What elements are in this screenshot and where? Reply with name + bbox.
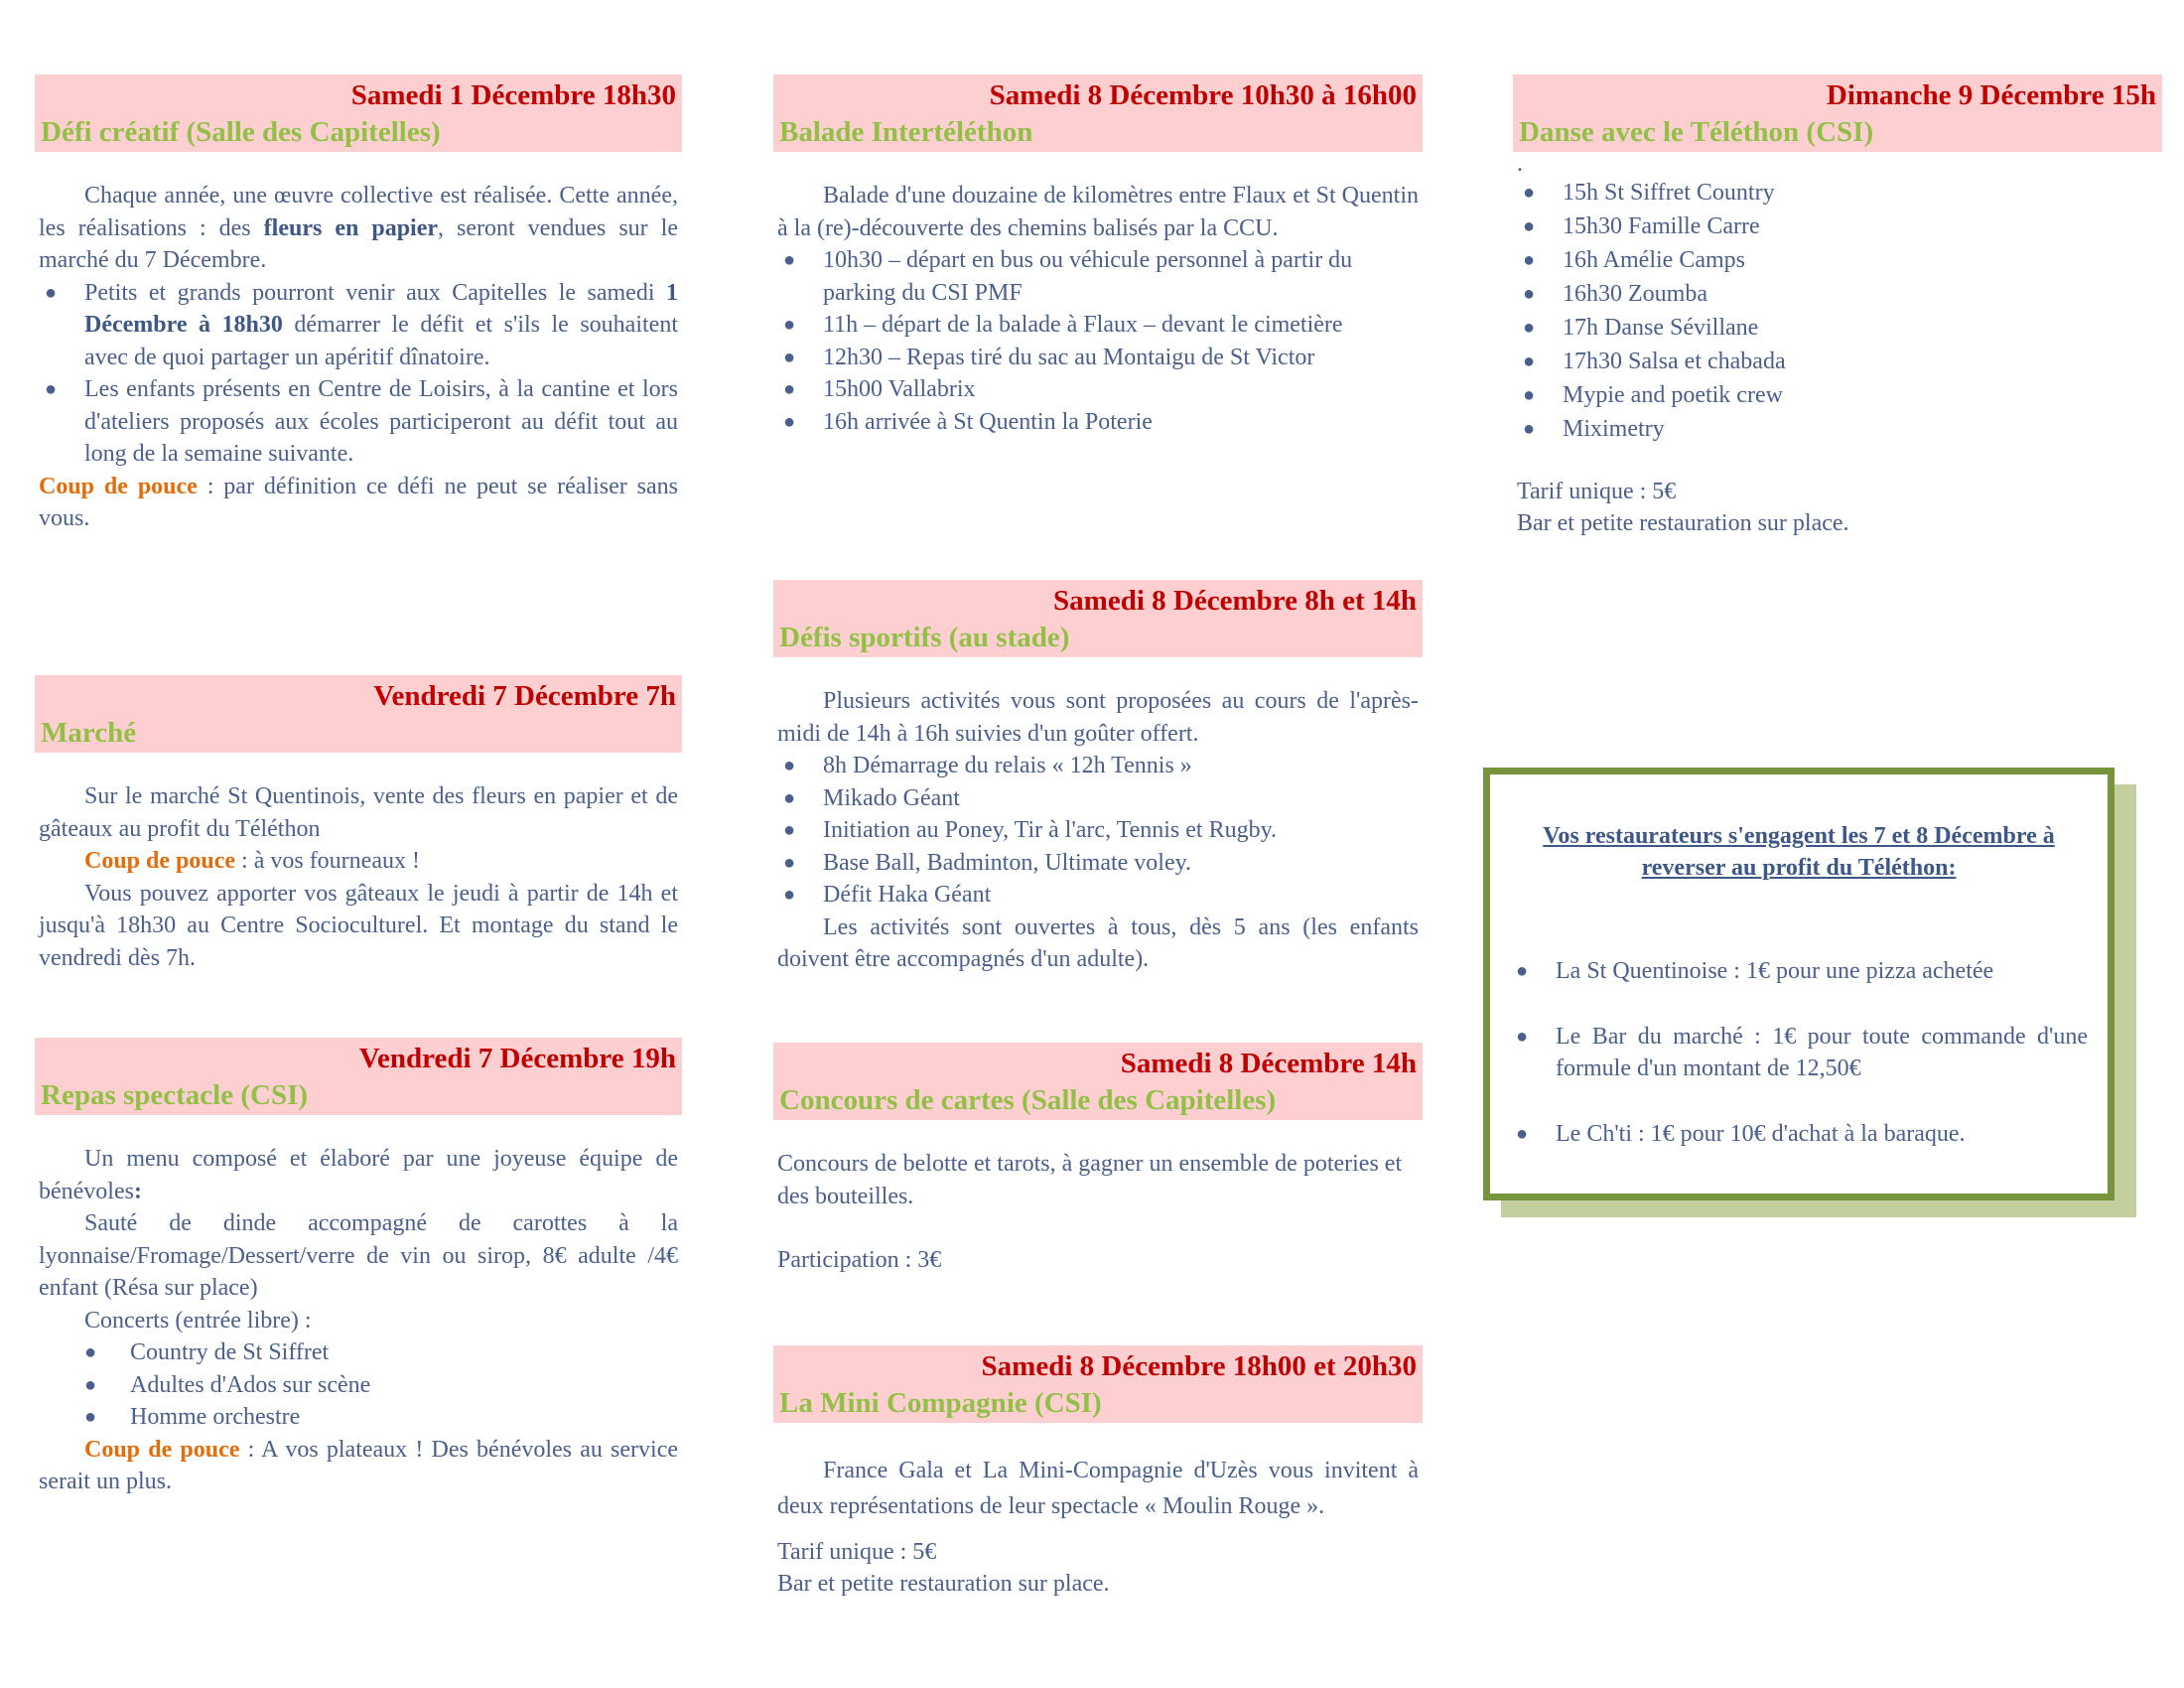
text: : A vos plateaux ! Des bénévoles au service serait un plus.	[39, 1436, 679, 1494]
event-marche	[35, 675, 682, 974]
bullet-icon: ●	[1523, 384, 1536, 406]
text: Petits et grands pourront venir aux Capitelles le samedi	[84, 279, 666, 306]
bullet-list	[777, 750, 1419, 912]
event-header	[1513, 74, 2162, 152]
text: Homme orchestre	[130, 1404, 301, 1430]
text: Country de St Siffret	[130, 1339, 330, 1365]
paragraph: Participation : 3€	[777, 1247, 942, 1273]
text: : à vos fourneaux !	[235, 848, 420, 874]
bullet-icon: ●	[1523, 249, 1536, 271]
paragraph: Tarif unique : 5€	[777, 1539, 937, 1565]
event-header	[773, 580, 1423, 657]
text: Mypie and poetik crew	[1563, 382, 1783, 408]
paragraph	[39, 471, 678, 535]
event-date: Dimanche 9 Décembre 15h	[1826, 79, 2156, 111]
text: 15h St Siffret Country	[1563, 180, 1775, 206]
spacer	[777, 1524, 1419, 1536]
text: Chaque année, une œuvre collective est réalisée. Cette année, les réalisations : des	[39, 183, 678, 241]
text: 15h00 Vallabrix	[823, 376, 976, 402]
event-header	[35, 675, 682, 753]
list-item	[39, 277, 678, 374]
text: 16h30 Zoumba	[1563, 281, 1707, 307]
list-item	[777, 847, 1419, 880]
event-defi-creatif	[35, 74, 682, 535]
event-header	[773, 1345, 1423, 1423]
bullet-icon: ●	[1523, 351, 1536, 372]
text: 17h Danse Sévillane	[1563, 315, 1759, 341]
event-body	[35, 180, 682, 535]
paragraph: Plusieurs activités vous sont proposées au cours de l'après-midi de 14h à 16h suivies d'un goûter offert.	[777, 688, 1419, 747]
coup-de-pouce-label: Coup de pouce	[84, 848, 236, 874]
bullet-icon: ●	[783, 346, 796, 368]
bullet-icon: ●	[1523, 215, 1536, 237]
event-body	[1513, 152, 2162, 539]
list-item	[1517, 311, 2158, 345]
spacer	[1517, 446, 2158, 476]
bullet-icon: ●	[783, 249, 796, 271]
list-item	[777, 244, 1419, 309]
event-date: Samedi 8 Décembre 14h	[1120, 1048, 1417, 1079]
text: : par définition ce défi ne peut se réaliser sans vous.	[39, 473, 678, 531]
paragraph: Sauté de dinde accompagné de carottes à la lyonnaise/Fromage/Dessert/verre de vin ou sirop, 8€ adulte /4€ enfant (Résa sur place)	[39, 1210, 678, 1301]
list-item	[1517, 277, 2158, 311]
text: Initiation au Poney, Tir à l'arc, Tennis et Rugby.	[823, 817, 1278, 843]
text: , seront vendues sur le marché du 7 Décembre.	[39, 214, 679, 273]
event-date: Samedi 8 Décembre 10h30 à 16h00	[989, 79, 1417, 111]
event-header	[773, 74, 1423, 152]
paragraph: Bar et petite restauration sur place.	[1517, 510, 1849, 536]
highlight-text: 1 Décembre à 18h30	[84, 279, 678, 338]
list-item	[39, 373, 678, 471]
text: 17h30 Salsa et chabada	[1563, 349, 1786, 374]
paragraph: France Gala et La Mini-Compagnie d'Uzès vous invitent à deux représentations de leur spectacle « Moulin Rouge ».	[777, 1458, 1419, 1519]
event-body	[35, 1143, 682, 1498]
bullet-icon: ●	[1516, 1025, 1529, 1048]
text: Mikado Géant	[823, 784, 960, 811]
bullet-icon: ●	[45, 378, 58, 400]
list-item	[777, 750, 1419, 782]
bullet-icon: ●	[783, 851, 796, 874]
bullet-icon: ●	[1516, 1122, 1529, 1145]
paragraph	[39, 180, 678, 277]
bullet-icon: ●	[1523, 418, 1536, 440]
event-header	[35, 1038, 682, 1115]
list-item	[777, 406, 1419, 439]
text: 12h30 – Repas tiré du sac au Montaigu de St Victor	[823, 344, 1315, 370]
event-header	[35, 74, 682, 152]
event-title: La Mini Compagnie (CSI)	[779, 1387, 1102, 1419]
text: 15h30 Famille Carre	[1563, 213, 1760, 239]
paragraph	[39, 1434, 678, 1498]
text: La St Quentinoise : 1€ pour une pizza achetée	[1556, 958, 1994, 984]
text: 16h arrivée à St Quentin la Poterie	[823, 408, 1153, 435]
text: Base Ball, Badminton, Ultimate voley.	[823, 849, 1192, 876]
text: Adultes d'Ados sur scène	[130, 1371, 371, 1398]
paragraph: Concours de belotte et tarots, à gagner un ensemble de poteries et des bouteilles.	[777, 1151, 1403, 1209]
event-title: Concours de cartes (Salle des Capitelles)	[779, 1084, 1277, 1116]
list-item	[777, 879, 1419, 912]
event-defis-sportifs	[773, 580, 1423, 976]
event-concours-cartes	[773, 1043, 1423, 1277]
list-item	[1517, 345, 2158, 378]
paragraph: Les activités sont ouvertes à tous, dès 5 ans (les enfants doivent être accompagnés d'un adulte).	[777, 914, 1419, 972]
event-mini-compagnie	[773, 1345, 1423, 1600]
event-title: Défis sportifs (au stade)	[779, 622, 1070, 653]
list-item	[39, 1369, 678, 1402]
event-title: Danse avec le Téléthon (CSI)	[1519, 116, 1874, 148]
list-item	[1510, 955, 2088, 988]
event-title: Marché	[41, 717, 137, 749]
event-date: Samedi 8 Décembre 18h00 et 20h30	[981, 1350, 1417, 1382]
bullet-icon: ●	[783, 786, 796, 809]
event-title: Défi créatif (Salle des Capitelles)	[41, 116, 441, 148]
bullet-icon: ●	[1523, 283, 1536, 305]
bullet-icon: ●	[45, 281, 58, 304]
list-item	[777, 342, 1419, 374]
bullet-icon: ●	[84, 1373, 97, 1396]
list-item	[1517, 412, 2158, 446]
event-header	[773, 1043, 1423, 1120]
bullet-icon: ●	[783, 819, 796, 841]
resto-list	[1510, 955, 2088, 1150]
text: 16h Amélie Camps	[1563, 247, 1745, 273]
event-body	[773, 1453, 1423, 1600]
text: 10h30 – départ en bus ou véhicule personnel à partir du parking du CSI PMF	[823, 247, 1353, 306]
text: Miximetry	[1563, 416, 1665, 442]
event-title: Repas spectacle (CSI)	[41, 1079, 309, 1111]
coup-de-pouce-label: Coup de pouce	[39, 473, 198, 499]
list-item	[1510, 1118, 2088, 1151]
paragraph: Bar et petite restauration sur place.	[777, 1571, 1110, 1597]
text: Les enfants présents en Centre de Loisirs, à la cantine et lors d'ateliers proposés aux écoles participeront au défit tout au long de la semaine suivante.	[84, 376, 678, 467]
text: démarrer le défit et s'ils le souhaitent avec de quoi partager un apéritif dînatoire.	[84, 312, 678, 370]
text: Le Ch'ti : 1€ pour 10€ d'achat à la baraque.	[1556, 1120, 1966, 1147]
list-item	[777, 309, 1419, 342]
text: Le Bar du marché : 1€ pour toute commande d'une formule d'un montant de 12,50€	[1556, 1023, 2088, 1081]
paragraph	[39, 1143, 678, 1207]
bullet-icon: ●	[84, 1341, 97, 1363]
list-item	[1517, 176, 2158, 210]
coup-de-pouce-label: Coup de pouce	[84, 1436, 240, 1463]
text: Défit Haka Géant	[823, 882, 992, 908]
resto-body	[1510, 955, 2088, 1150]
event-date: Samedi 8 Décembre 8h et 14h	[1053, 585, 1417, 617]
list-item	[777, 782, 1419, 815]
event-body	[773, 685, 1423, 976]
list-item	[777, 373, 1419, 406]
bullet-icon: ●	[1516, 960, 1529, 982]
event-date: Vendredi 7 Décembre 7h	[373, 680, 676, 712]
bullet-icon: ●	[1523, 182, 1536, 204]
event-title: Balade Intertéléthon	[779, 116, 1033, 148]
event-date: Vendredi 7 Décembre 19h	[358, 1043, 676, 1074]
bullet-icon: ●	[1523, 317, 1536, 339]
bullet-icon: ●	[783, 410, 796, 433]
spacer	[777, 1212, 1419, 1244]
event-body	[35, 780, 682, 974]
event-repas-spectacle	[35, 1038, 682, 1498]
dance-program-list	[1517, 176, 2158, 446]
restaurateurs-box	[1483, 768, 2115, 1200]
list-item	[777, 814, 1419, 847]
text: :	[133, 1178, 142, 1204]
bullet-icon: ●	[783, 755, 796, 776]
highlight-text: fleurs en papier	[263, 214, 439, 241]
paragraph: Vous pouvez apporter vos gâteaux le jeudi à partir de 14h et jusqu'à 18h30 au Centre Socioculturel. Et montage du stand le vendredi dès 7h.	[39, 880, 678, 971]
event-danse	[1513, 74, 2162, 539]
paragraph: Sur le marché St Quentinois, vente des fleurs en papier et de gâteaux au profit du Téléthon	[39, 783, 678, 842]
list-item	[1517, 378, 2158, 412]
list-item	[39, 1336, 678, 1369]
bullet-icon: ●	[783, 314, 796, 336]
bullet-icon: ●	[84, 1406, 97, 1428]
text: Un menu composé et élaboré par une joyeuse équipe de bénévoles	[39, 1146, 678, 1204]
bullet-icon: ●	[783, 378, 796, 400]
paragraph: .	[1517, 151, 1523, 177]
list-item	[39, 1401, 678, 1434]
list-item	[1510, 1021, 2088, 1085]
event-date: Samedi 1 Décembre 18h30	[350, 79, 676, 111]
text: 11h – départ de la balade à Flaux – devant le cimetière	[823, 312, 1343, 338]
paragraph: Concerts (entrée libre) :	[84, 1307, 312, 1334]
list-item	[1517, 210, 2158, 243]
list-item	[1517, 243, 2158, 277]
resto-title: Vos restaurateurs s'engagent les 7 et 8 Décembre à reverser au profit du Téléthon:	[1543, 823, 2055, 881]
text: 8h Démarrage du relais « 12h Tennis »	[823, 753, 1192, 778]
paragraph: Tarif unique : 5€	[1517, 479, 1677, 504]
paragraph	[39, 845, 678, 878]
event-body	[773, 180, 1423, 438]
bullet-list	[777, 244, 1419, 438]
event-body	[773, 1148, 1423, 1277]
bullet-icon: ●	[783, 884, 796, 906]
paragraph: Balade d'une douzaine de kilomètres entre Flaux et St Quentin à la (re)-découverte des chemins balisés par la CCU.	[777, 183, 1419, 241]
bullet-list	[39, 277, 678, 471]
concert-list	[39, 1336, 678, 1434]
event-balade	[773, 74, 1423, 438]
